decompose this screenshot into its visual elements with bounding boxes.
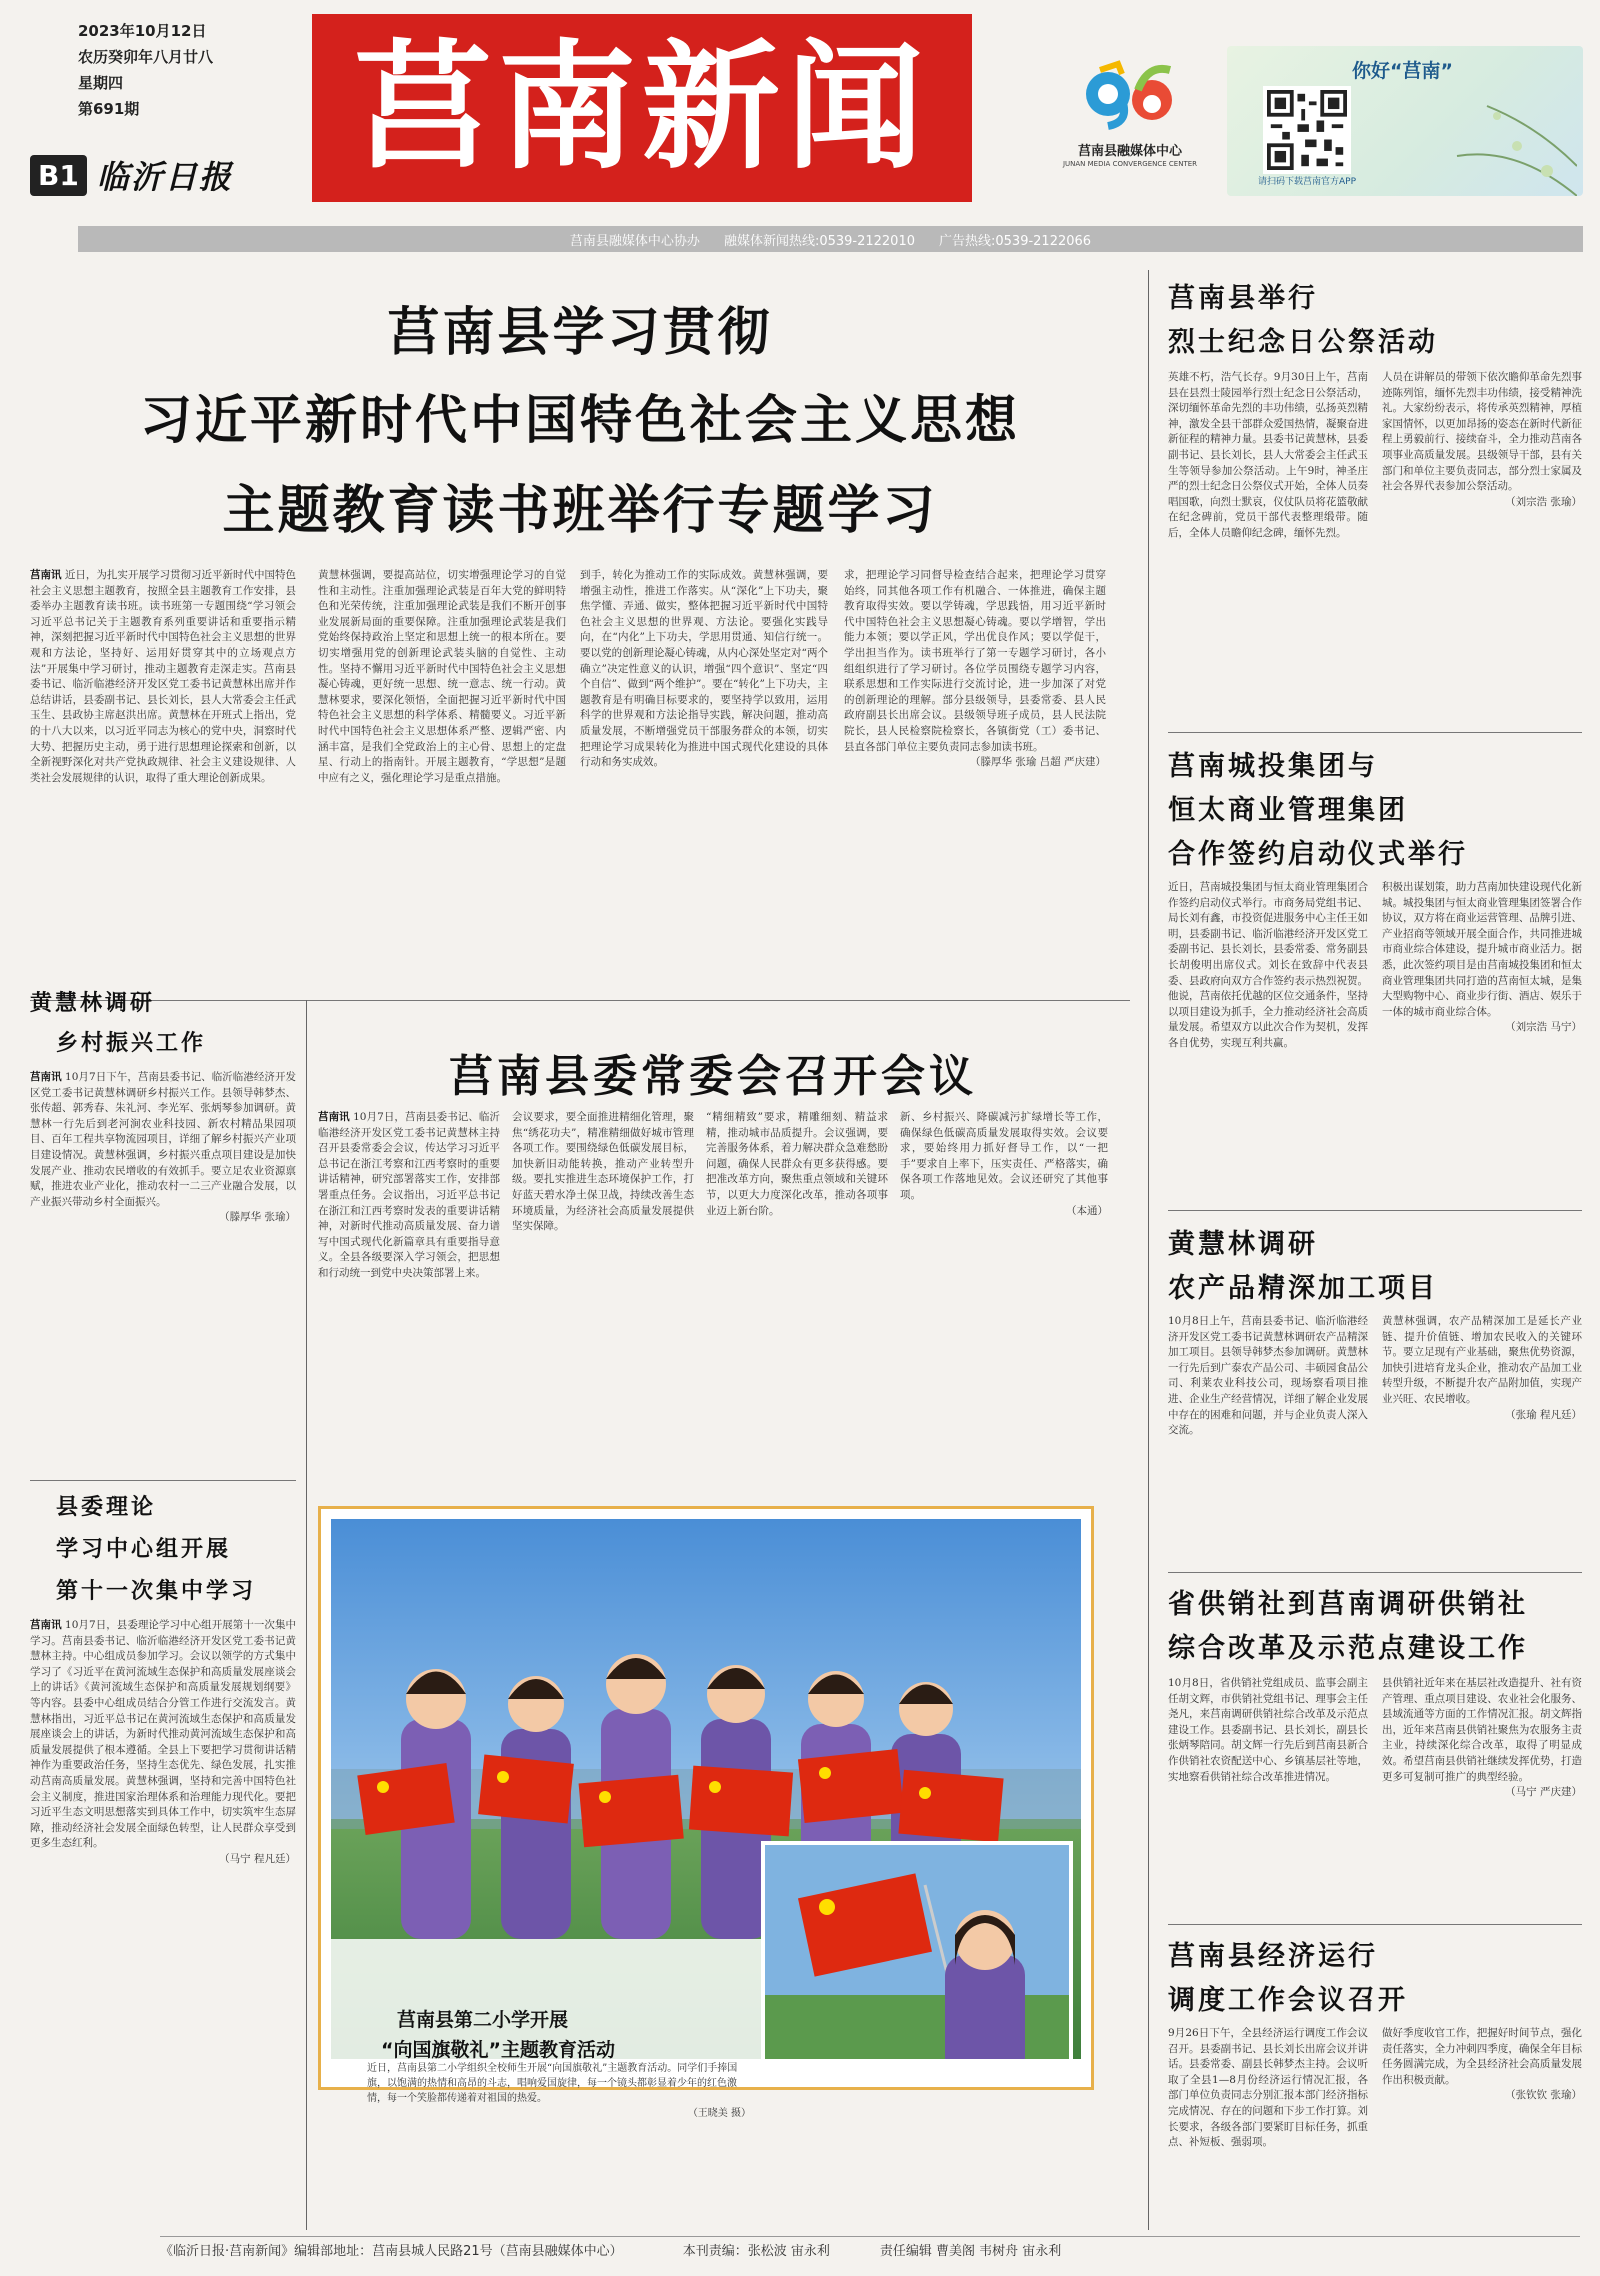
- standing-column-1: 莒南讯 10月7日，莒南县委书记、临沂临港经济开发区党工委书记黄慧林主持召开县委常委会会议，传达学习习近平总书记在浙江考察和江西考察时的重要讲话精神，研究部署落实工作，安排部署重点任务。会议指出，习近平总书记在浙江和江西考察时发表的重要讲话精神，对新时代推动高质量发展、奋力谱写中国式现代化新篇章具有重要指导意义。全县各级要深入学习领会，把思想和行动统一到党中央决策部署上来。: [318, 1111, 500, 1279]
- divider: [30, 1000, 1130, 1001]
- memorial-column-1: 英雄不朽，浩气长存。9月30日上午，莒南县在县烈士陵园举行烈士纪念日公祭活动，深切缅怀革命先烈的丰功伟绩，弘扬英烈精神，激发全县干部群众爱国热情，凝聚奋进新征程的精神力量。县委书记黄慧林，县委副书记、县长刘长，县人大常委会主任武玉生等领导参加公祭活动。上午9时，神圣庄严的烈士纪念日公祭仪式开始，全体人员奏唱国歌，向烈士默哀，仪仗队员将花篮敬献在纪念碑前，党员干部代表整理缎带。随后，全体人员瞻仰纪念碑，缅怀先烈。: [1168, 371, 1368, 539]
- theory-headline-2: 学习中心组开展: [56, 1536, 232, 1562]
- standing-col4-text: 新、乡村振兴、降碳减污扩绿增长等工作，确保绿色低碳高质量发展取得实效。会议要求，要始终用力抓好督导工作，以“一把手”要求自上率下，压实责任、严格落实，确保各项工作落地见效。会议还研究了其他事项。: [900, 1111, 1108, 1201]
- lead-headline-2: 习近平新时代中国特色社会主义思想: [139, 391, 1020, 451]
- theory-col1-text: 10月7日，县委理论学习中心组开展第十一次集中学习。莒南县委书记、临沂临港经济开发区党工委书记黄慧林主持。中心组成员参加学习。会议以领学的方式集中学习了《习近平在黄河流域生态保护和高质量发展座谈会上的讲话》《黄河流域生态保护和高质量发展规划纲要》等内容。县委中心组成员结合分管工作进行交流发言。黄慧林指出，习近平总书记在黄河流域生态保护和高质量发展座谈会上的讲话，为新时代推动黄河流域生态保护和高质量发展提供了根本遵循。全县上下要把学习贯彻讲话精神作为重要政治任务，坚持生态优先、绿色发展，扎实推动莒南高质量发展。黄慧林强调，坚持和完善中国特色社会主义制度，推进国家治理体系和治理能力现代化。要把习近平生态文明思想落实到具体工作中，切实筑牢生态屏障，推动经济社会发展全面绿色转型，让人民群众享受到更多生态红利。: [30, 1619, 296, 1850]
- column-divider: [306, 1000, 307, 2230]
- rural-headline-2: 乡村振兴工作: [56, 1030, 207, 1056]
- issue-number: 第691期: [78, 100, 140, 118]
- supply-headline-2: 综合改革及示范点建设工作: [1168, 1633, 1528, 1664]
- newspaper-title-box: [312, 14, 972, 202]
- theory-headline-3: 第十一次集中学习: [56, 1578, 257, 1604]
- divider: [1168, 1924, 1582, 1925]
- lead-column-4: [844, 568, 1106, 894]
- divider: [30, 1480, 296, 1481]
- memorial-credit: （刘宗浩 张瑜）: [1505, 495, 1582, 508]
- supply-col2-text: 县供销社近年来在基层社改造提升、社有资产管理、重点项目建设、农业社会化服务、县域流通等方面的工作情况汇报。胡文辉指出，近年来莒南县供销社聚焦为农服务主责主业，持续深化综合改革，取得了明显成效。希望莒南县供销社继续发挥优势，打造更多可复制可推广的典型经验。: [1382, 1677, 1582, 1783]
- theory-column: 莒南讯 10月7日，县委理论学习中心组开展第十一次集中学习。莒南县委书记、临沂临港经济开发区党工委书记黄慧林主持。中心组成员参加学习。会议以领学的方式集中学习了《习近平在黄河流域生态保护和高质量发展座谈会上的讲话》《黄河流域生态保护和高质量发展规划纲要》等内容。县委中心组成员结合分管工作进行交流发言。黄慧林指出，习近平总书记在黄河流域生态保护和高质量发展座谈会上的讲话，为新时代推动黄河流域生态保护和高质量发展提供了根本遵循。全县上下要把学习贯彻讲话精神作为重要政治任务，坚持生态优先、绿色发展，扎实推动莒南高质量发展。黄慧林强调，坚持和完善中国特色社会主义制度，推进国家治理体系和治理能力现代化。要把习近平生态文明思想落实到具体工作中，切实筑牢生态屏障，推动经济社会发展全面绿色转型，让人民群众享受到更多生态红利。 （马宁 程凡廷）: [30, 1618, 296, 2226]
- theory-headline-1: 县委理论: [56, 1494, 157, 1520]
- rural-headline-1: 黄慧林调研: [30, 990, 156, 1016]
- theory-credit: （马宁 程凡廷）: [219, 1852, 296, 1865]
- weekday: 星期四: [78, 74, 124, 92]
- coop-credit: （刘宗浩 马宁）: [1505, 1021, 1582, 1034]
- coop-headline-2: 恒太商业管理集团: [1168, 795, 1408, 826]
- lead-column-2: 黄慧林强调，要提高站位，切实增强理论学习的自觉性和主动性。注重加强理论武装是百年大党的鲜明特色和光荣传统，注重加强理论武装是我们不断开创事业发展新局面的重要保障。注重加强理论武装是我们党始终保持政治上坚定和思想上统一的根本所在。要切实增强用党的创新理论武装头脑的自觉性、主动性。坚持不懈用习近平新时代中国特色社会主义思想凝心铸魂，更好统一思想、统一意志、统一行动。黄慧林要求，要深化领悟，全面把握习近平新时代中国特色社会主义思想的科学体系、精髓要义。习近平新时代中国特色社会主义思想体系严整、逻辑严密、内涵丰富，是我们全党政治上的主心骨、思想上的定盘星、行动上的指南针。开展主题教育，“学思想”是题中应有之义，强化理论学习是重点措施。: [318, 569, 566, 784]
- footer-duty-editors: 责任编辑 曹美阁 韦树舟 宙永利: [879, 2244, 1062, 2259]
- rural-col1-text: 10月7日下午，莒南县委书记、临沂临港经济开发区党工委书记黄慧林调研乡村振兴工作。县领导韩梦杰、张传超、郭秀春、朱礼河、李光军、张炳琴参加调研。黄慧林一行先后到老河涧农业科技园、新农村精品果园项目、百年工程共享物流园项目，详细了解乡村振兴产业项目建设情况。黄慧林强调，乡村振兴重点项目建设是加快发展产业、推动农民增收的有效抓手。要立足农业资源禀赋，推进农业产业化，推动农村一二三产业融合发展，以产业振兴带动乡村全面振兴。: [30, 1071, 296, 1208]
- host-org: 莒南县融媒体中心协办: [569, 233, 700, 249]
- standing-col1-text: 10月7日，莒南县委书记、临沂临港经济开发区党工委书记黄慧林主持召开县委常委会会议，传达学习习近平总书记在浙江考察和江西考察时的重要讲话精神，研究部署落实工作，安排部署重点任务。会议指出，习近平总书记在浙江和江西考察时发表的重要讲话精神，对新时代推动高质量发展、奋力谱写中国式现代化新篇章具有重要指导意义。全县各级要深入学习领会，把思想和行动统一到党中央决策部署上来。: [318, 1111, 500, 1279]
- divider: [1168, 732, 1582, 733]
- coop-column-1: 近日，莒南城投集团与恒太商业管理集团合作签约启动仪式举行。市商务局党组书记、局长刘有鑫，市投资促进服务中心主任王如明，县委副书记、临沂临港经济开发区党工委副书记、县长刘长，县委常委、常务副县长胡俊明出席仪式。刘长在致辞中代表县委、县政府向双方合作签约表示热烈祝贺。他说，莒南依托优越的区位交通条件，坚持以项目建设为抓手，全力推动经济社会高质量发展。希望双方以此次合作为契机，发挥各自优势，实现互利共赢。: [1168, 881, 1368, 1049]
- students-with-flags-photo: [331, 1519, 1081, 2059]
- memorial-column-2: [1382, 370, 1582, 718]
- economy-credit: （张钦钦 张瑜）: [1505, 2089, 1582, 2102]
- memorial-headline-1: 莒南县举行: [1168, 283, 1318, 314]
- qr-code-icon[interactable]: [1263, 86, 1351, 174]
- footer-address: 《临沂日报·莒南新闻》编辑部地址：莒南县城人民路21号（莒南县融媒体中心）: [160, 2244, 623, 2259]
- lead-credit: （滕厚华 张瑜 吕超 严庆建）: [969, 756, 1106, 769]
- edition-code: B1: [30, 155, 87, 196]
- memorial-col2-text: 人员在讲解员的带领下依次瞻仰革命先烈事迹陈列馆，缅怀先烈丰功伟绩，接受精神洗礼。大家纷纷表示，将传承英烈精神，厚植家国情怀，以更加昂扬的姿态在新时代新征程上勇毅前行、接续奋斗，全力推动莒南各项事业高质量发展。县级领导干部，县有关部门和单位主要负责同志，部分烈士家属及社会各界代表参加公祭活动。: [1382, 371, 1582, 493]
- coop-headline-1: 莒南城投集团与: [1168, 751, 1378, 782]
- standing-column-4: [900, 1110, 1108, 1490]
- supply-column-2: [1382, 1676, 1582, 1916]
- agri-column-1: 10月8日上午，莒南县委书记、临沂临港经济开发区党工委书记黄慧林调研农产品精深加工项目。县领导韩梦杰参加调研。黄慧林一行先后到广泰农产品公司、丰硕园食品公司、利莱农业科技公司，现场察看项目推进、企业生产经营情况，详细了解企业发展中存在的困难和问题，并与企业负责人深入交流。: [1168, 1315, 1368, 1437]
- parent-paper-name: 临沂日报: [96, 158, 233, 196]
- app-qr-panel: [1227, 46, 1583, 196]
- rural-column: 莒南讯 10月7日下午，莒南县委书记、临沂临港经济开发区党工委书记黄慧林调研乡村振兴工作。县领导韩梦杰、张传超、郭秀春、朱礼河、李光军、张炳琴参加调研。黄慧林一行先后到老河涧农业科技园、新农村精品果园项目、百年工程共享物流园项目，详细了解乡村振兴产业项目建设情况。黄慧林强调，乡村振兴重点项目建设是加快发展产业、推动农民增收的有效抓手。要立足农业资源禀赋，推进农业产业化，推动农村一二三产业融合发展，以产业振兴带动乡村全面振兴。 （滕厚华 张瑜）: [30, 1070, 296, 1466]
- media-center-english: JUNAN MEDIA CONVERGENCE CENTER: [1062, 160, 1198, 168]
- photo-caption-text: 近日，莒南县第二小学组织全校师生开展“向国旗敬礼”主题教育活动。同学们手捧国旗，以饱满的热情和高昂的斗志，唱响爱国旋律，每一个镜头都彰显着少年的红色激情，每一个笑脸都传递着对祖国的热爱。: [367, 2063, 738, 2104]
- lead-headline-1: 莒南县学习贯彻: [387, 303, 773, 363]
- photo-caption: [367, 2061, 751, 2121]
- qr-caption: 请扫码下载莒南官方APP: [1257, 177, 1356, 187]
- lead-column-1: 莒南讯 近日，为扎实开展学习贯彻习近平新时代中国特色社会主义思想主题教育，按照全县主题教育工作安排，县委举办主题教育读书班。读书班第一专题围绕“学习领会习近平总书记关于主题教育系列重要讲话和重要指示精神，深刻把握习近平新时代中国特色社会主义思想的世界观和方法论，坚持好、运用好贯穿其中的立场观点方法”开展集中学习研讨，推动主题教育走深走实。莒南县委书记、临沂临港经济开发区党工委书记黄慧林出席并作总结讲话，县委副书记、县长刘长，县人大常委会主任武玉生、县政协主席赵洪出席。黄慧林在开班式上指出，党的十八大以来，以习近平同志为核心的党中央，洞察时代大势、把握历史主动，勇于进行思想理论探索和创新，以全新视野深化对共产党执政规律、社会主义建设规律、人类社会发展规律的认识，取得了重大理论创新成果。: [30, 569, 296, 784]
- rural-credit: （滕厚华 张瑜）: [219, 1211, 296, 1224]
- lead-headline-3: 主题教育读书班举行专题学习: [222, 481, 938, 541]
- logo-96-icon: [1078, 60, 1188, 130]
- decorative-branches-icon: [1397, 86, 1577, 196]
- date-block: [78, 18, 288, 122]
- ad-hotline: 广告热线:0539-2122066: [939, 233, 1092, 249]
- supply-credit: （马宁 严庆建）: [1505, 1786, 1582, 1799]
- economy-headline-1: 莒南县经济运行: [1168, 1941, 1378, 1972]
- economy-col2-text: 做好季度收官工作，把握好时间节点，强化责任落实，全力冲刺四季度，确保全年目标任务圆满完成，为全县经济社会高质量发展作出积极贡献。: [1382, 2027, 1582, 2086]
- news-hotline: 融媒体新闻热线:0539-2122010: [723, 233, 915, 249]
- photo-title-line-1: 莒南县第二小学开展: [397, 2009, 569, 2031]
- supply-headline-1: 省供销社到莒南调研供销社: [1168, 1589, 1528, 1620]
- agri-headline-1: 黄慧林调研: [1168, 1229, 1318, 1260]
- coop-col2-text: 积极出谋划策，助力莒南加快建设现代化新城。城投集团与恒太商业管理集团签署合作协议，双方将在商业运营管理、品牌引进、产业招商等领域开展全面合作，共同推进城市商业综合体建设，提升城市商业活力。据悉，此次签约项目是由莒南城投集团和恒太商业管理集团共同打造的莒南恒太城，是集大型购物中心、商业步行街、酒店、娱乐于一体的城市商业综合体。: [1382, 881, 1582, 1018]
- standing-headline: 莒南县委常委会召开会议: [449, 1051, 977, 1102]
- lead-col4-text: 求，把理论学习同督导检查结合起来，把理论学习贯穿始终，同其他各项工作有机融合、一体推进，确保主题教育取得实效。要以学铸魂，学思践悟，用习近平新时代中国特色社会主义思想凝心铸魂。要以学增智，学出能力本领；要以学正风，学出优良作风；要以学促干，学出担当作为。读书班举行了第一专题学习研讨，各小组组织进行了学习研讨。各位学员围绕专题学习内容，联系思想和工作实际进行交流讨论，进一步加深了对党的创新理论的理解。部分县级领导，县委常委、县人民政府副县长出席会议。县级领导班子成员，县人民法院院长，县人民检察院检察长，各镇街党（工）委书记、县直各部门单位主要负责同志参加读书班。: [844, 569, 1106, 753]
- photo-title-line-2: “向国旗敬礼”主题教育活动: [381, 2039, 615, 2059]
- agri-col2-text: 黄慧林强调，农产品精深加工是延长产业链、提升价值链、增加农民收入的关键环节。要立足现有产业基础，聚焦优势资源，加快引进培育龙头企业，推动农产品加工业转型升级，不断提升农产品附加值，实现产业兴旺、农民增收。: [1382, 1315, 1582, 1405]
- coop-headline-3: 合作签约启动仪式举行: [1168, 839, 1468, 870]
- girl-saluting-flag-photo: [761, 1841, 1073, 2059]
- agri-credit: （张瑜 程凡廷）: [1505, 1408, 1582, 1421]
- standing-column-3: “精细精致”要求，精雕细刻、精益求精，推动城市品质提升。会议强调，要完善服务体系，着力解决群众急难愁盼问题，确保人民群众有更多获得感。要把准改革方向，聚焦重点领域和关键环节，以更大力度深化改革，推动各项事业迈上新台阶。: [706, 1111, 888, 1217]
- agri-column-2: [1382, 1314, 1582, 1564]
- economy-headline-2: 调度工作会议召开: [1168, 1985, 1408, 2016]
- lunar-date: 农历癸卯年八月廿八: [78, 48, 214, 66]
- edition-tag: [30, 150, 233, 200]
- footer-editor: 本刊责编：张松波 宙永利: [682, 2244, 830, 2259]
- photo-credit: （王晓美 摄）: [687, 2108, 751, 2119]
- photo-feature: [318, 1506, 1094, 2119]
- economy-column-1: 9月26日下午，全县经济运行调度工作会议召开。县委副书记、县长刘长出席会议并讲话。县委常委、副县长韩梦杰主持。会议听取了全县1—8月份经济运行情况汇报，各部门单位负责同志分别汇报本部门经济指标完成情况、存在的问题和下步工作打算。刘长要求，各级各部门要紧盯目标任务，抓重点、补短板、强弱项。: [1168, 2027, 1368, 2149]
- agri-headline-2: 农产品精深加工项目: [1168, 1273, 1438, 1304]
- page-footer: [160, 2236, 1580, 2262]
- divider: [1168, 1572, 1582, 1573]
- masthead: [0, 0, 1600, 249]
- memorial-headline-2: 烈士纪念日公祭活动: [1168, 327, 1438, 358]
- info-bar: [78, 226, 1583, 252]
- standing-credit: （本通）: [1066, 1204, 1108, 1217]
- lead-column-3: 到手，转化为推动工作的实际成效。黄慧林强调，要增强主动性，推进工作落实。从“深化”上下功夫，聚焦学懂、弄通、做实，整体把握习近平新时代中国特色社会主义思想的世界观、方法论。要强化实践导向，在“内化”上下功夫，学思用贯通、知信行统一。要以党的创新理论凝心铸魂，从内心深处坚定对“两个确立”决定性意义的认识，增强“四个意识”、坚定“四个自信”、做到“两个维护”。要在“转化”上下功夫，主题教育是有明确目标要求的，要坚持学以致用，运用科学的世界观和方法论指导实践，解决问题，推动高质量发展，不断增强党员干部服务群众的本领，切实把理论学习成果转化为推进中国式现代化建设的具体行动和务实成效。: [580, 569, 828, 769]
- coop-column-2: [1382, 880, 1582, 1200]
- divider: [1168, 1210, 1582, 1211]
- publish-date: 2023年10月12日: [78, 22, 207, 40]
- lead-col1-text: 近日，为扎实开展学习贯彻习近平新时代中国特色社会主义思想主题教育，按照全县主题教育工作安排，县委举办主题教育读书班。读书班第一专题围绕“学习领会习近平总书记关于主题教育系列重要讲话和重要指示精神，深刻把握习近平新时代中国特色社会主义思想的世界观和方法论，坚持好、运用好贯穿其中的立场观点方法”开展集中学习研讨，推动主题教育走深走实。莒南县委书记、临沂临港经济开发区党工委书记黄慧林出席并作总结讲话，县委副书记、县长刘长，县人大常委会主任武玉生、县政协主席赵洪出席。黄慧林在开班式上指出，党的十八大以来，以习近平同志为核心的党中央，洞察时代大势、把握历史主动，勇于进行思想理论探索和创新，以全新视野深化对共产党执政规律、社会主义建设规律、人类社会发展规律的认识，取得了重大理论创新成果。: [30, 569, 296, 784]
- media-center-logo: [1040, 60, 1220, 180]
- media-center-name: 莒南县融媒体中心: [1077, 144, 1182, 159]
- column-divider: [1148, 270, 1149, 2230]
- newspaper-title: 莒南新闻: [353, 27, 930, 188]
- standing-column-2: 会议要求，要全面推进精细化管理，聚焦“绣花功夫”，精准精细做好城市管理各项工作。要围绕绿色低碳发展目标，加快新旧动能转换，推动产业转型升级。要扎实推进生态环境保护工作，打好蓝天碧水净土保卫战，持续改善生态环境质量，为经济社会高质量发展提供坚实保障。: [512, 1111, 694, 1233]
- supply-column-1: 10月8日，省供销社党组成员、监事会副主任胡文辉，市供销社党组书记、理事会主任尧凡，来莒南调研供销社综合改革及示范点建设工作。县委副书记、县长刘长，副县长张炳琴陪同。胡文辉一行先后到莒南县新合作供销社农资配送中心、乡镇基层社等地，实地察看供销社综合改革推进情况。: [1168, 1677, 1368, 1783]
- economy-column-2: [1382, 2026, 1582, 2226]
- qr-greeting: 你好“莒南”: [1352, 60, 1453, 82]
